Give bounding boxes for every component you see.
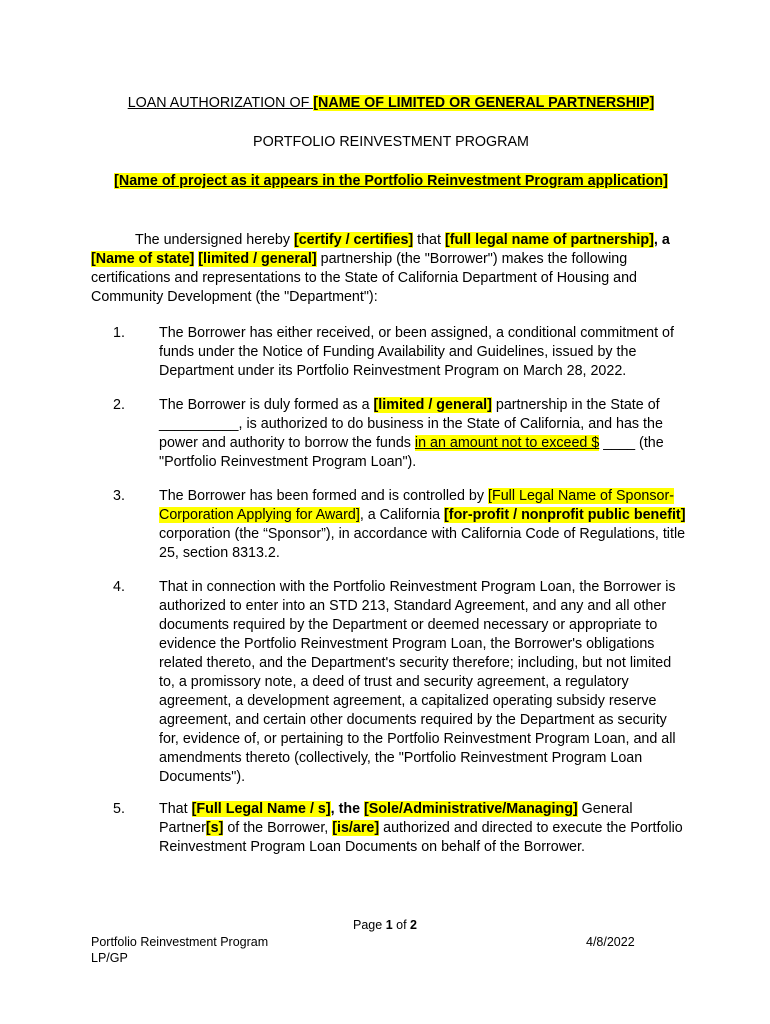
loan-amount-placeholder: in an amount not to exceed $ — [414, 435, 600, 451]
item-text: That [Full Legal Name / s], the [Sole/Administrative/Managing] General Partner[s] of the Borrower, [is/are] authorized and directed to execute the Portfolio Reinvestment Program Loan Documents on behalf of the Borrower. — [159, 801, 683, 855]
is-are-placeholder: [is/are] — [332, 820, 380, 836]
list-item — [91, 487, 689, 563]
item-text: The Borrower has been formed and is controlled by [Full Legal Name of Sponsor-Corporation Applying for Award], a California [for-profit / nonprofit public benefit] corporation (the “Sponsor”), in accordance with California Code of Regulations, title 25, section 8313.2. — [159, 488, 686, 561]
partnership-type-placeholder: [limited / general] — [373, 397, 492, 413]
item-number: 5. — [113, 801, 125, 817]
item-number: 3. — [113, 488, 125, 504]
intro-text-1: The undersigned hereby — [135, 232, 294, 248]
program-subtitle: PORTFOLIO REINVESTMENT PROGRAM — [253, 134, 529, 150]
title-prefix: LOAN AUTHORIZATION OF — [127, 95, 314, 111]
list-item — [91, 396, 689, 472]
partner-role-placeholder: [Sole/Administrative/Managing] — [364, 801, 578, 817]
certification-list — [91, 324, 691, 857]
intro-text-5: partnership (the "Borrower") makes the following certifications and representations to the State of California Department of Housing and Community Development (the "Department"): — [91, 251, 637, 305]
partnership-name-placeholder: [NAME OF LIMITED OR GENERAL PARTNERSHIP] — [313, 95, 655, 111]
document-body — [91, 94, 691, 872]
intro-text-3: , a — [653, 232, 670, 248]
certify-placeholder: [certify / certifies] — [293, 232, 414, 248]
project-name-line — [91, 172, 691, 190]
footer-program-label: Portfolio Reinvestment Program LP/GP — [91, 935, 269, 965]
item-number: 1. — [113, 325, 125, 341]
intro-text-2: that — [413, 232, 445, 248]
page-number: Page 1 of 2 — [353, 918, 417, 932]
corporation-type-placeholder: [for-profit / nonprofit public benefit] — [444, 507, 686, 523]
partnership-type-placeholder: [limited / general] — [198, 251, 317, 267]
document-title — [91, 94, 691, 112]
item-number: 2. — [113, 397, 125, 413]
state-name-placeholder: [Name of state] — [91, 251, 195, 267]
item-text: The Borrower is duly formed as a [limited / general] partnership in the State of __________, is authorized to do business in the State of California, and has the power and authority to borrow the funds in an amount not to exceed $ ____ (the "Portfolio Reinvestment Program Loan"). — [159, 397, 664, 470]
item-text: That in connection with the Portfolio Reinvestment Program Loan, the Borrower is authorized to enter into an STD 213, Standard Agreement, and any and all other documents required by the Department or deemed necessary or appropriate to evidence the Portfolio Reinvestment Program Loan, the Borrower's obligations related thereto, and the Department's security therefore; including, but not limited to, a promissory note, a deed of trust and security agreement, a regulatory agreement, a development agreement, a capitalized operating subsidy reserve agreement, and certain other documents required by the Department as security for, evidence of, or pertaining to the Portfolio Reinvestment Program Loan, and all amendments thereto (collectively, the "Portfolio Reinvestment Program Loan Documents"). — [159, 579, 676, 785]
list-item — [91, 578, 689, 787]
project-name-placeholder: [Name of project as it appears in the Portfolio Reinvestment Program application] — [114, 173, 668, 189]
item-number: 4. — [113, 579, 125, 595]
footer-date: 4/8/2022 — [586, 935, 635, 949]
list-item — [91, 800, 689, 857]
plural-s-placeholder: [s] — [205, 820, 224, 836]
sponsor-name-placeholder: [Full Legal Name of Sponsor-Corporation Applying for Award] — [159, 488, 674, 523]
list-item — [91, 324, 689, 381]
intro-paragraph — [91, 231, 691, 307]
legal-name-placeholder: [Full Legal Name / s] — [191, 801, 331, 817]
partnership-legal-name-placeholder: [full legal name of partnership] — [444, 232, 654, 248]
item-text: The Borrower has either received, or been assigned, a conditional commitment of funds under the Notice of Funding Availability and Guidelines, issued by the Department under its Portfolio Reinvestment Program on March 28, 2022. — [159, 325, 674, 379]
